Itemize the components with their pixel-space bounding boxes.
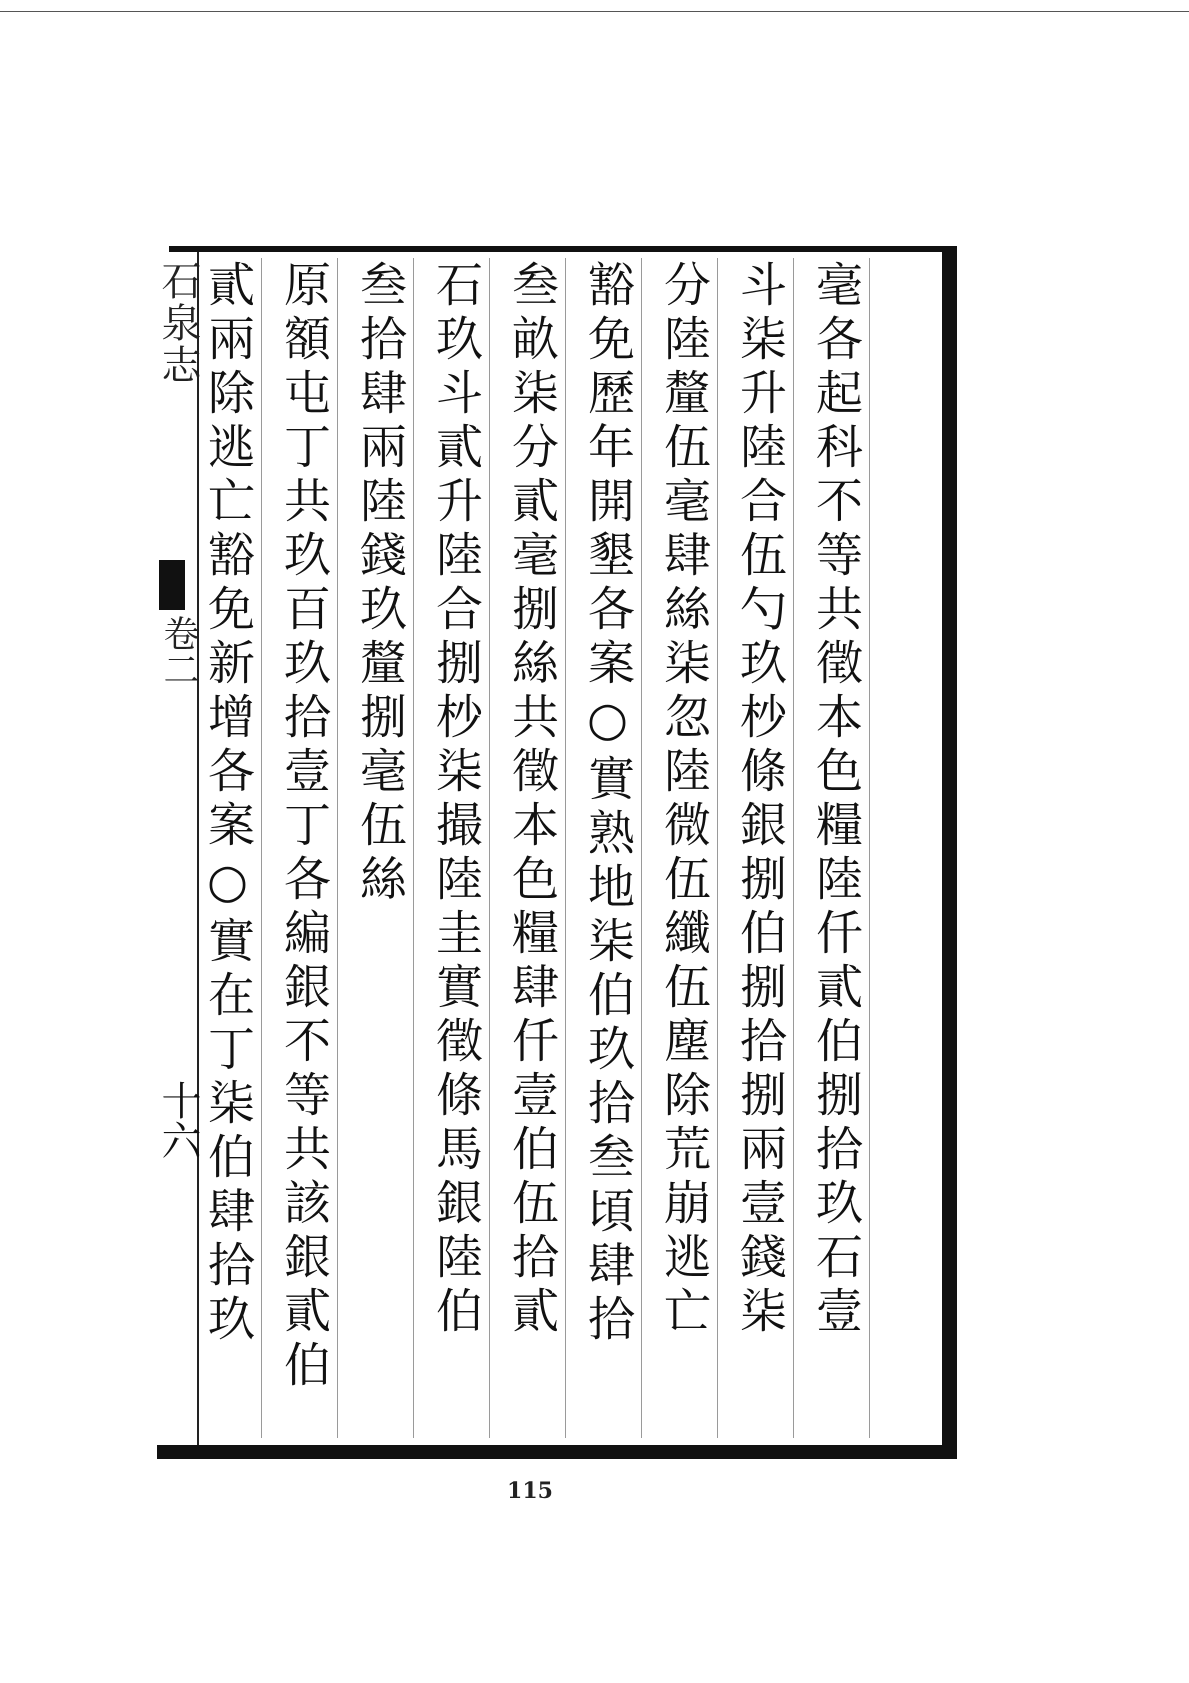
frame-bottom-border bbox=[157, 1445, 957, 1459]
text-column-5: 叁畝柒分貳毫捌絲共徵本色糧肆仟壹伯伍拾貳 bbox=[504, 260, 559, 1340]
frame-top-border bbox=[169, 246, 957, 252]
margin-folio-number: 十六 bbox=[155, 1080, 201, 1160]
scan-top-border bbox=[0, 11, 1189, 12]
text-column-3: 分陸釐伍毫肆絲柒忽陸微伍纖伍塵除荒崩逃亡 bbox=[656, 260, 711, 1340]
text-column-7: 叁拾肆兩陸錢玖釐捌毫伍絲 bbox=[352, 260, 407, 908]
book-page bbox=[157, 238, 957, 1468]
margin-volume-label: 卷二 bbox=[158, 615, 199, 687]
text-column-8: 原額屯丁共玖百玖拾壹丁各編銀不等共該銀貳伯 bbox=[276, 260, 331, 1394]
text-column-2: 斗柒升陸合伍勺玖杪條銀捌伯捌拾捌兩壹錢柒 bbox=[732, 260, 787, 1340]
text-column-4: 豁免歷年開墾各案○實熟地柒伯玖拾叁頃肆拾 bbox=[580, 260, 635, 1348]
page-number: 115 bbox=[507, 1478, 553, 1504]
text-column-9: 貳兩除逃亡豁免新增各案○實在丁柒伯肆拾玖 bbox=[200, 260, 255, 1348]
text-column-6: 石玖斗貳升陸合捌杪柒撮陸圭實徵條馬銀陸伯 bbox=[428, 260, 483, 1340]
fish-tail-mark bbox=[159, 560, 185, 610]
text-column-1: 毫各起科不等共徵本色糧陸仟貳伯捌拾玖石壹 bbox=[808, 260, 863, 1340]
frame-right-border bbox=[942, 246, 957, 1458]
margin-book-title: 石泉志 bbox=[155, 260, 201, 386]
